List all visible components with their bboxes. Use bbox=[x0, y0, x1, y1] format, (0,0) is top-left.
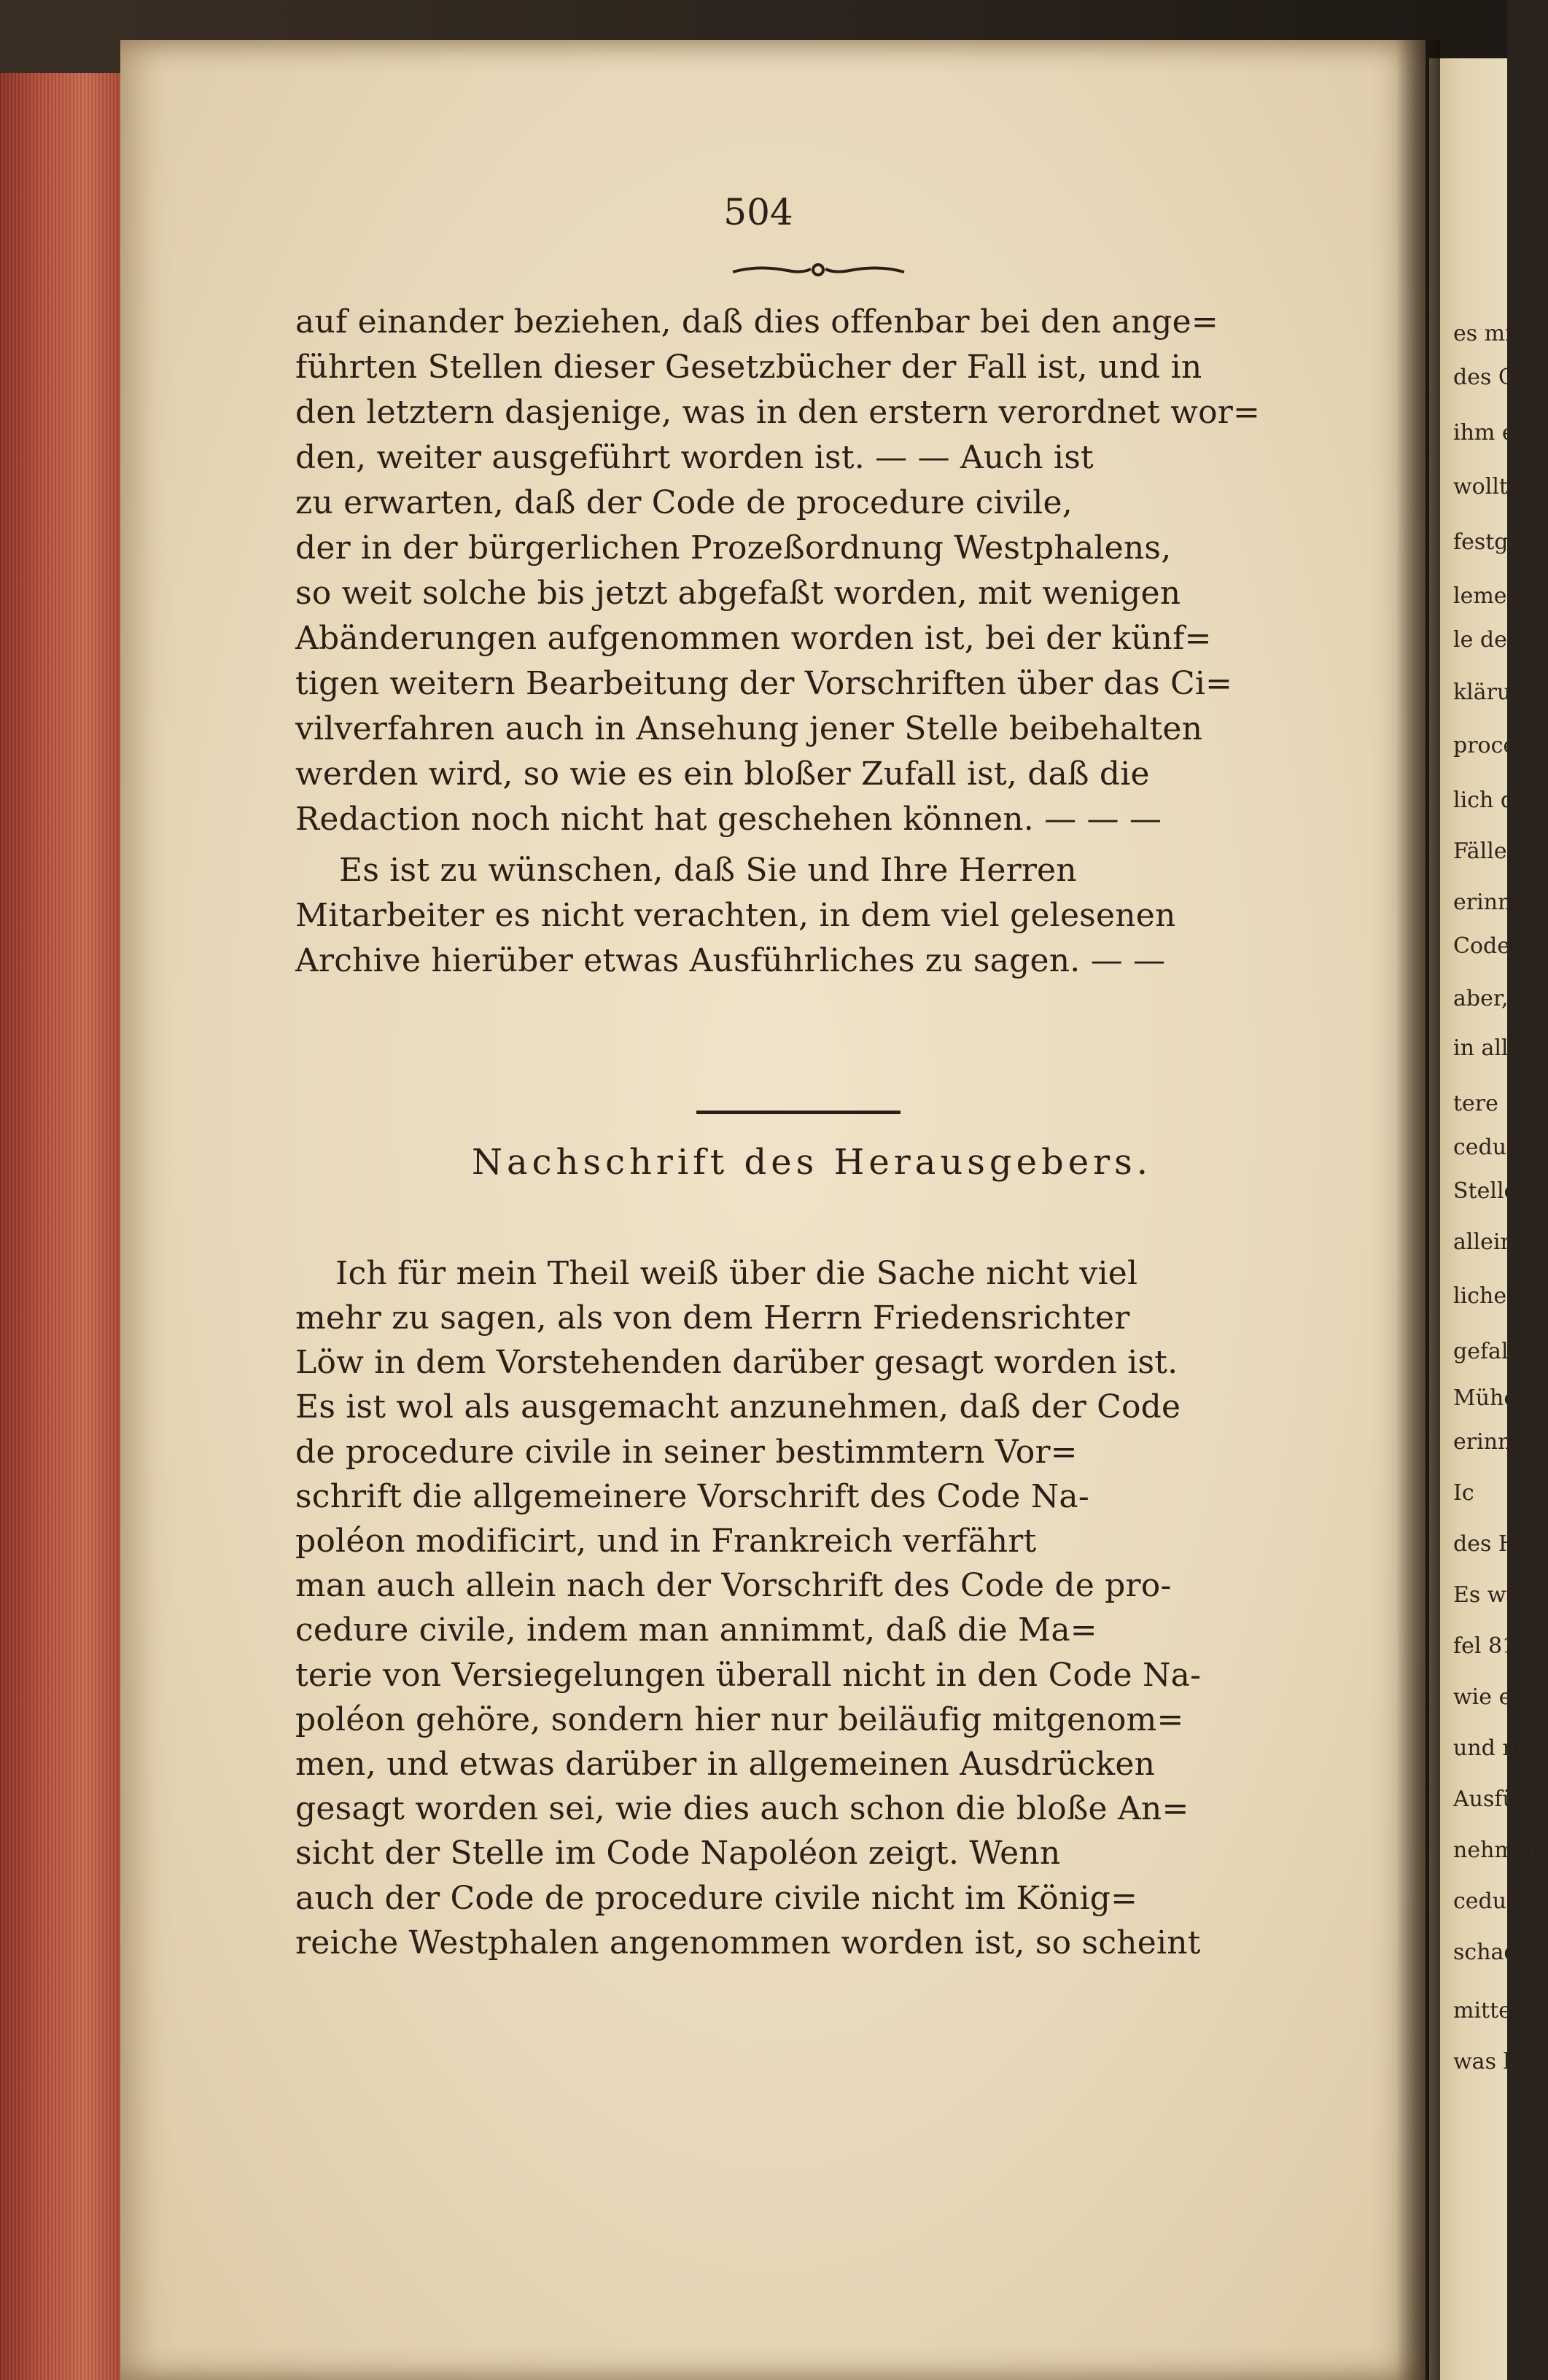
next-page-line: was kö bbox=[1453, 2049, 1530, 2074]
text-line: auf einander beziehen, daß dies offenbar bei den ange= bbox=[295, 303, 1218, 341]
text-line: zu erwarten, daß der Code de procedure civile, bbox=[295, 484, 1073, 521]
next-page-line: schadet bbox=[1453, 1940, 1540, 1965]
next-page-line: Code bbox=[1453, 933, 1510, 959]
next-page-line: des Co bbox=[1453, 365, 1528, 390]
text-line: Redaction noch nicht hat geschehen können. — — — bbox=[295, 801, 1162, 838]
next-page-line: es mir bbox=[1453, 321, 1523, 346]
next-page-line: wollte bbox=[1453, 474, 1521, 499]
page-number: 504 bbox=[723, 191, 793, 233]
text-line: Es ist zu wünschen, daß Sie und Ihre Herren bbox=[339, 852, 1077, 889]
text-line: der in der bürgerlichen Prozeßordnung Westphalens, bbox=[295, 529, 1172, 567]
next-page-sliver bbox=[1429, 58, 1507, 2380]
next-page-line: tere bbox=[1453, 1091, 1498, 1116]
next-page-line: des He bbox=[1453, 1531, 1531, 1557]
text-line: auch der Code de procedure civile nicht im König= bbox=[295, 1880, 1138, 1917]
next-page-line: liche G bbox=[1453, 1283, 1531, 1309]
next-page-line: festgebe bbox=[1453, 529, 1548, 555]
next-page-line: erinner bbox=[1453, 890, 1536, 915]
text-line: Archive hierüber etwas Ausführliches zu sagen. — — bbox=[295, 942, 1166, 979]
text-line: de procedure civile in seiner bestimmtern Vor= bbox=[295, 1434, 1078, 1471]
next-page-line: allein bbox=[1453, 1229, 1514, 1255]
next-page-line: nehmen bbox=[1453, 1838, 1542, 1863]
text-line: den, weiter ausgeführt worden ist. — — Auch ist bbox=[295, 439, 1094, 476]
text-line: sicht der Stelle im Code Napoléon zeigt. Wenn bbox=[295, 1835, 1061, 1872]
text-line: Es ist wol als ausgemacht anzunehmen, daß der Code bbox=[295, 1388, 1181, 1426]
next-page-line: lemen bbox=[1453, 583, 1521, 609]
next-page-line: gefallen bbox=[1453, 1339, 1543, 1364]
next-page-line: fel 81 bbox=[1453, 1633, 1517, 1659]
next-page-line: lich die bbox=[1453, 788, 1535, 813]
next-page-line: wie er bbox=[1453, 1684, 1522, 1710]
next-page-line: erinner bbox=[1453, 1429, 1536, 1455]
text-line: cedure civile, indem man annimmt, daß die Ma= bbox=[295, 1611, 1097, 1649]
section-heading: Nachschrift des Herausgebers. bbox=[472, 1142, 1152, 1183]
text-line: reiche Westphalen angenommen worden ist, so scheint bbox=[295, 1924, 1201, 1961]
section-divider bbox=[696, 1111, 901, 1114]
next-page-line: cedur bbox=[1453, 1135, 1517, 1160]
book-page-edges bbox=[0, 73, 126, 2380]
next-page-line: und ni bbox=[1453, 1735, 1524, 1761]
text-line: mehr zu sagen, als von dem Herrn Friedensrichter bbox=[295, 1299, 1130, 1337]
text-line: poléon modificirt, und in Frankreich verfährt bbox=[295, 1522, 1037, 1560]
text-line: so weit solche bis jetzt abgefaßt worden, mit wenigen bbox=[295, 575, 1181, 612]
text-line: Mitarbeiter es nicht verachten, in dem viel gelesenen bbox=[295, 897, 1176, 934]
next-page-line: Es wü bbox=[1453, 1582, 1520, 1608]
text-line: Abänderungen aufgenommen worden ist, bei der künf= bbox=[295, 620, 1212, 657]
text-line: vilverfahren auch in Ansehung jener Stelle beibehalten bbox=[295, 710, 1203, 747]
gutter-shadow bbox=[1396, 40, 1440, 2380]
next-page-line: Ausfüh bbox=[1453, 1786, 1531, 1812]
next-page-line: proced bbox=[1453, 733, 1531, 758]
next-page-line: Ic bbox=[1453, 1480, 1474, 1506]
text-line: schrift die allgemeinere Vorschrift des Code Na- bbox=[295, 1478, 1089, 1515]
next-page-line: ihm er bbox=[1453, 420, 1525, 446]
text-line: terie von Versiegelungen überall nicht in den Code Na- bbox=[295, 1657, 1202, 1694]
next-page-line: in all bbox=[1453, 1035, 1509, 1061]
text-line: den letztern dasjenige, was in den erstern verordnet wor= bbox=[295, 394, 1261, 431]
text-line: tigen weitern Bearbeitung der Vorschriften über das Ci= bbox=[295, 665, 1233, 702]
next-page-line: mittel bbox=[1453, 1998, 1519, 2023]
text-line: gesagt worden sei, wie dies auch schon die bloße An= bbox=[295, 1790, 1189, 1827]
next-page-line: aber, bbox=[1453, 986, 1509, 1011]
text-line: poléon gehöre, sondern hier nur beiläufig mitgenom= bbox=[295, 1701, 1184, 1738]
text-line: führten Stellen dieser Gesetzbücher der Fall ist, und in bbox=[295, 349, 1202, 386]
next-page-line: Stelle bbox=[1453, 1178, 1517, 1204]
next-page-line: klärung bbox=[1453, 680, 1539, 705]
next-page-line: Mühe bbox=[1453, 1385, 1517, 1411]
text-line: man auch allein nach der Vorschrift des Code de pro- bbox=[295, 1567, 1172, 1604]
text-line: werden wird, so wie es ein bloßer Zufall ist, daß die bbox=[295, 755, 1150, 793]
text-line: Löw in dem Vorstehenden darüber gesagt worden ist. bbox=[295, 1344, 1178, 1381]
ornament-divider-icon bbox=[729, 259, 908, 281]
next-page-line: Fälle bbox=[1453, 839, 1507, 864]
next-page-line: le des bbox=[1453, 627, 1519, 653]
text-line: Ich für mein Theil weiß über die Sache nicht viel bbox=[335, 1255, 1138, 1292]
text-line: men, und etwas darüber in allgemeinen Ausdrücken bbox=[295, 1746, 1156, 1783]
next-page-line: cedure bbox=[1453, 1889, 1531, 1914]
